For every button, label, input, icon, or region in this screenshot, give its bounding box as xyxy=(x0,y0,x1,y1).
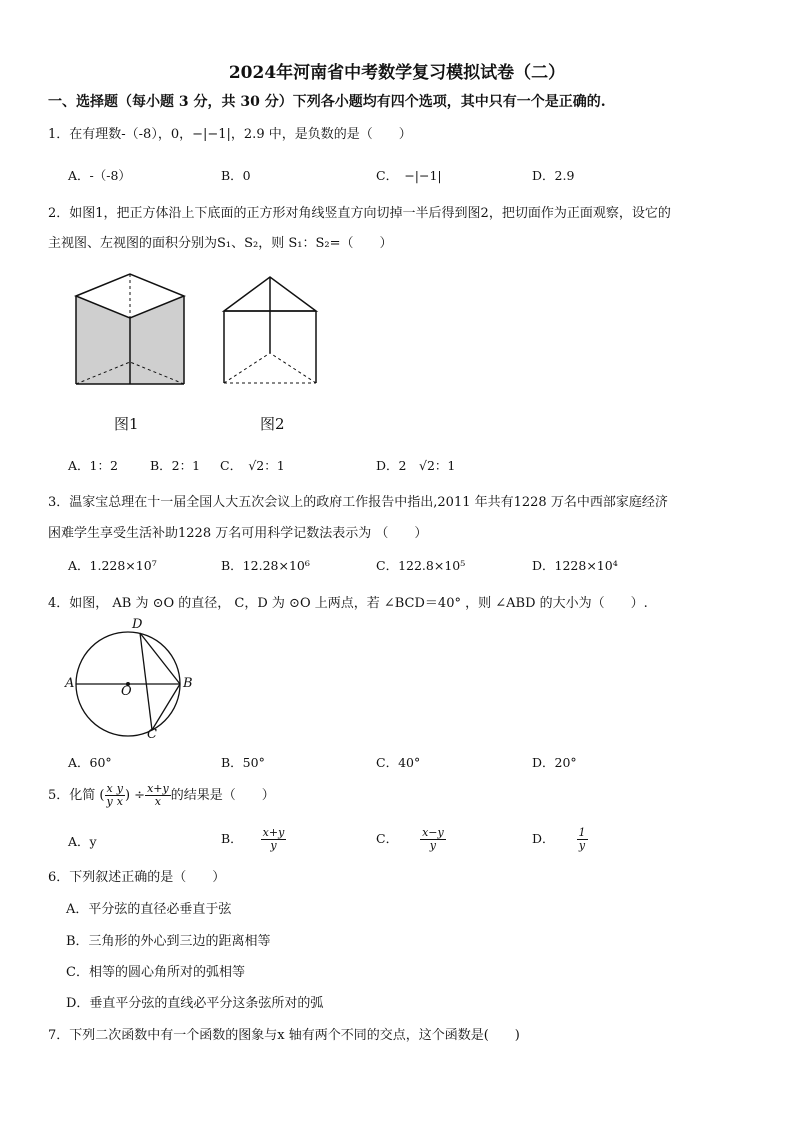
q1-option-c: C． −|−1| xyxy=(376,168,442,183)
question-2-line-1: 2．如图1，把正方体沿上下底面的正方形对角线竖直方向切掉一半后得到图2，把切面作为正面观察，设它的 xyxy=(48,206,671,221)
q5-option-b: B． $\frac{x+y}{y}$ xyxy=(221,826,285,852)
section-heading: 一、选择题（每小题 3 分，共 30 分）下列各小题均有四个选项，其中只有一个是正确的. xyxy=(48,94,606,110)
q5-option-d: D． $\frac{1}{y}$ xyxy=(532,826,586,852)
q5-prefix: 5．化简 xyxy=(48,788,96,803)
q5-fraction-3: $\frac{x+y}{x}$ xyxy=(147,782,169,808)
figure-2-label: 图2 xyxy=(260,415,285,433)
circle-figure xyxy=(60,612,200,747)
q3-option-a: A．1.228×10⁷ xyxy=(68,558,157,573)
q5-option-a: A．y xyxy=(68,834,97,849)
question-1: 1．在有理数-（-8），0，−|−1|，2.9 中，是负数的是（ ） xyxy=(48,127,412,142)
q4-option-a: A．60° xyxy=(68,755,112,770)
point-b-label: B xyxy=(183,676,193,691)
question-5 xyxy=(48,781,275,811)
q3-option-c: C．122.8×10⁵ xyxy=(376,558,466,573)
point-c-label: C xyxy=(147,727,157,742)
point-d-label: D xyxy=(132,617,143,632)
figure-2-prism xyxy=(220,275,320,390)
question-2-line-2: 主视图、左视图的面积分别为S₁、S₂，则 S₁：S₂=（ ） xyxy=(48,236,393,251)
center-o-label: O xyxy=(121,684,132,699)
q2-option-a: A．1：2 xyxy=(68,458,118,473)
point-a-label: A xyxy=(65,676,75,691)
q6-option-d: D．垂直平分弦的直线必平分这条弦所对的弧 xyxy=(66,996,324,1011)
question-3-line-2: 困难学生享受生活补助1228 万名可用科学记数法表示为 （ ） xyxy=(48,526,428,541)
q1-option-a: A．-（-8） xyxy=(68,168,131,183)
q1-option-b: B．0 xyxy=(221,168,251,183)
q2-option-d: D．2 √2：1 xyxy=(376,458,456,473)
question-7: 7．下列二次函数中有一个函数的图象与x 轴有两个不同的交点，这个函数是( ) xyxy=(48,1028,520,1043)
q5-divide-sign: ÷ xyxy=(134,788,146,803)
page-title: 2024年河南省中考数学复习模拟试卷（二） xyxy=(228,63,566,83)
q6-option-c: C．相等的圆心角所对的弧相等 xyxy=(66,965,245,980)
q3-option-b: B．12.28×10⁶ xyxy=(221,558,310,573)
figure-1-label: 图1 xyxy=(114,415,139,433)
q4-option-c: C．40° xyxy=(376,755,421,770)
question-4: 4．如图， AB 为 ⊙O 的直径， C，D 为 ⊙O 上两点，若 ∠BCD＝40° ，则 ∠ABD 的大小为（ ）. xyxy=(48,596,648,611)
q1-option-d: D．2.9 xyxy=(532,168,575,183)
q4-option-b: B．50° xyxy=(221,755,265,770)
q5-suffix: 的结果是（ ） xyxy=(170,788,275,803)
q3-option-d: D．1228×10⁴ xyxy=(532,558,618,573)
q6-option-a: A．平分弦的直径必垂直于弦 xyxy=(66,902,232,917)
q2-option-c: C． √2：1 xyxy=(220,458,285,473)
q4-option-d: D．20° xyxy=(532,755,577,770)
figure-1-cube xyxy=(70,272,190,392)
question-6: 6．下列叙述正确的是（ ） xyxy=(48,870,226,885)
question-3-line-1: 3．温家宝总理在十一届全国人大五次会议上的政府工作报告中指出,2011 年共有1228 万名中西部家庭经济 xyxy=(48,495,668,510)
q2-option-b: B．2：1 xyxy=(150,458,201,473)
q5-paren-open: ( xyxy=(99,788,105,803)
q6-option-b: B．三角形的外心到三边的距离相等 xyxy=(66,934,271,949)
q5-fraction-2: $\frac{y}{x}$ xyxy=(116,782,123,808)
q5-paren-close: ) xyxy=(124,788,131,803)
q5-fraction-1: $\frac{x}{y}$ xyxy=(106,782,113,808)
q5-option-c: C． $\frac{x-y}{y}$ xyxy=(376,826,444,852)
